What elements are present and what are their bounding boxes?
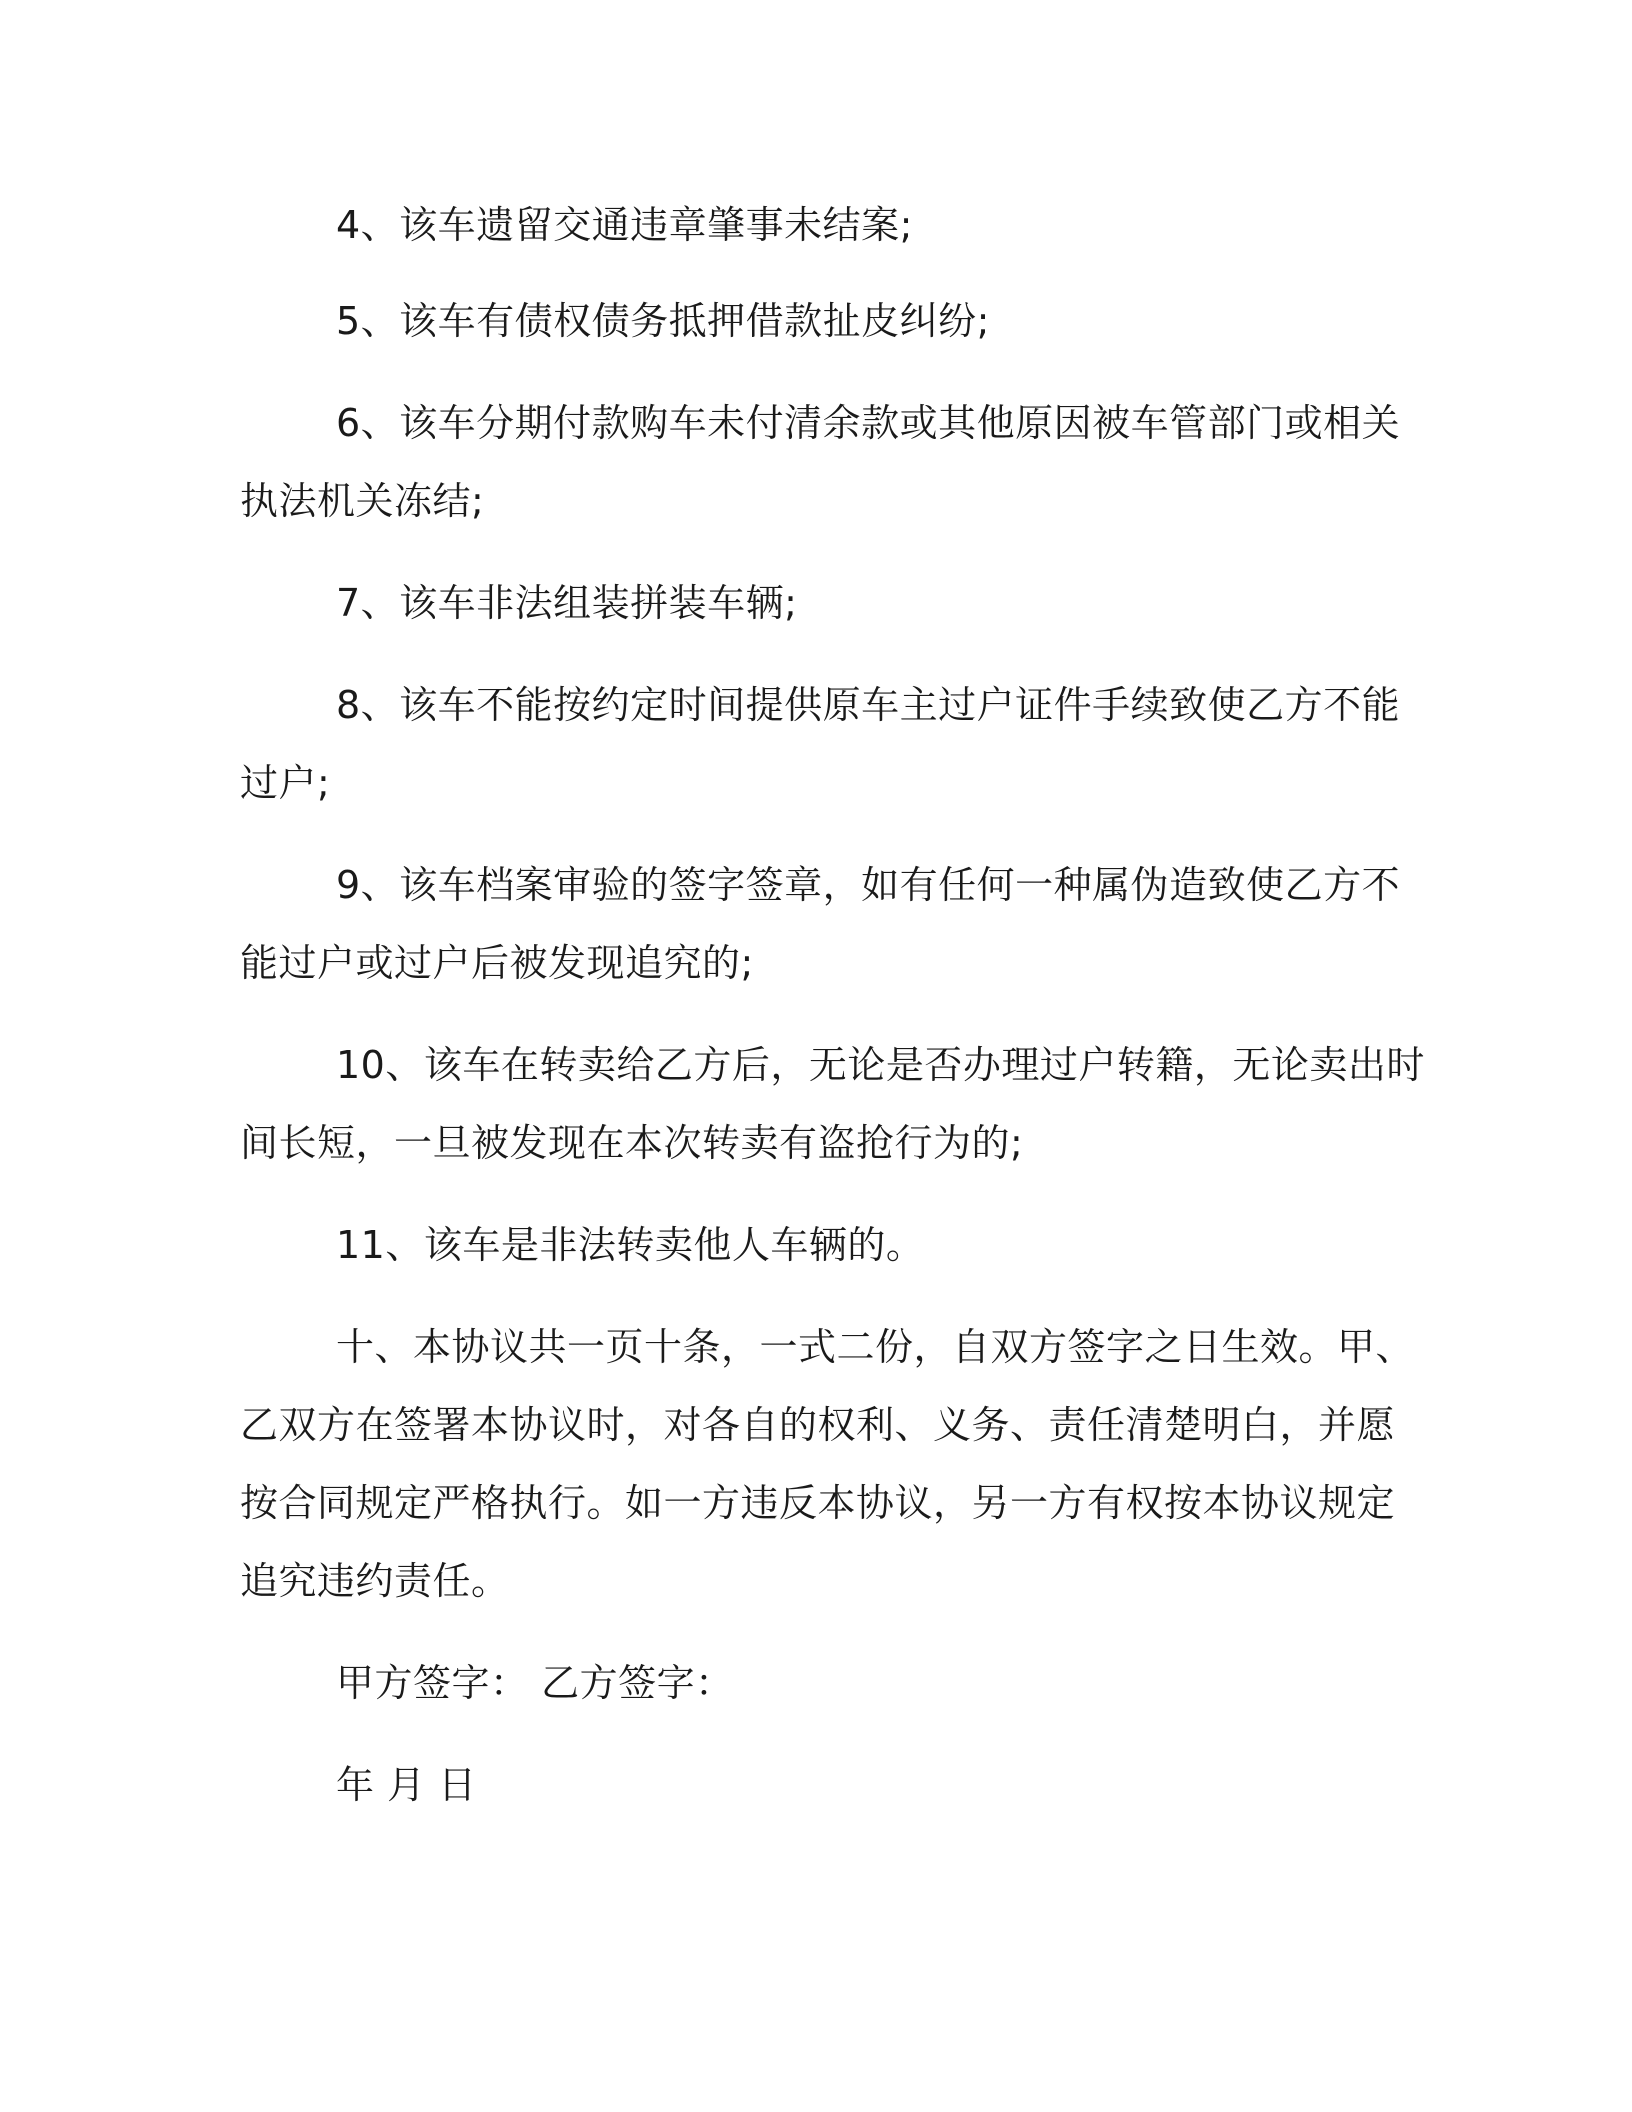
clause-line: 5、该车有债权债务抵押借款扯皮纠纷;	[336, 299, 990, 343]
article-line: 追究违约责任。	[240, 1559, 510, 1603]
clause-line: 过户;	[240, 761, 331, 805]
article-line: 按合同规定严格执行。如一方违反本协议，另一方有权按本协议规定	[240, 1481, 1396, 1525]
clause-9	[240, 846, 1401, 1002]
clause-line: 4、该车遗留交通违章肇事未结案;	[336, 203, 913, 247]
clause-line: 6、该车分期付款购车未付清余款或其他原因被车管部门或相关	[336, 401, 1401, 445]
clause-11	[240, 1206, 1390, 1284]
clause-line: 间长短，一旦被发现在本次转卖有盗抢行为的;	[240, 1121, 1024, 1165]
clause-7	[240, 564, 1390, 642]
clause-line: 11、该车是非法转卖他人车辆的。	[336, 1223, 925, 1267]
clause-line: 9、该车档案审验的签字签章，如有任何一种属伪造致使乙方不	[336, 863, 1401, 907]
clause-10	[240, 1026, 1425, 1182]
clause-6	[240, 384, 1401, 540]
signature-line	[240, 1644, 1390, 1722]
article-line: 十、本协议共一页十条，一式二份，自双方签字之日生效。甲、	[336, 1325, 1415, 1369]
clause-line: 能过户或过户后被发现追究的;	[240, 941, 754, 985]
clause-line: 10、该车在转卖给乙方后，无论是否办理过户转籍，无论卖出时	[336, 1043, 1425, 1087]
clause-4	[240, 186, 1390, 264]
clause-line: 7、该车非法组装拼装车辆;	[336, 581, 798, 625]
date-line	[240, 1746, 1390, 1824]
clause-8	[240, 666, 1401, 822]
signature-labels: 甲方签字： 乙方签字：	[336, 1661, 734, 1705]
clause-line: 执法机关冻结;	[240, 479, 485, 523]
date-labels: 年 月 日	[336, 1763, 477, 1807]
article-10	[240, 1308, 1415, 1620]
article-line: 乙双方在签署本协议时，对各自的权利、义务、责任清楚明白，并愿	[240, 1403, 1396, 1447]
clause-5	[240, 282, 1390, 360]
clause-line: 8、该车不能按约定时间提供原车主过户证件手续致使乙方不能	[336, 683, 1401, 727]
